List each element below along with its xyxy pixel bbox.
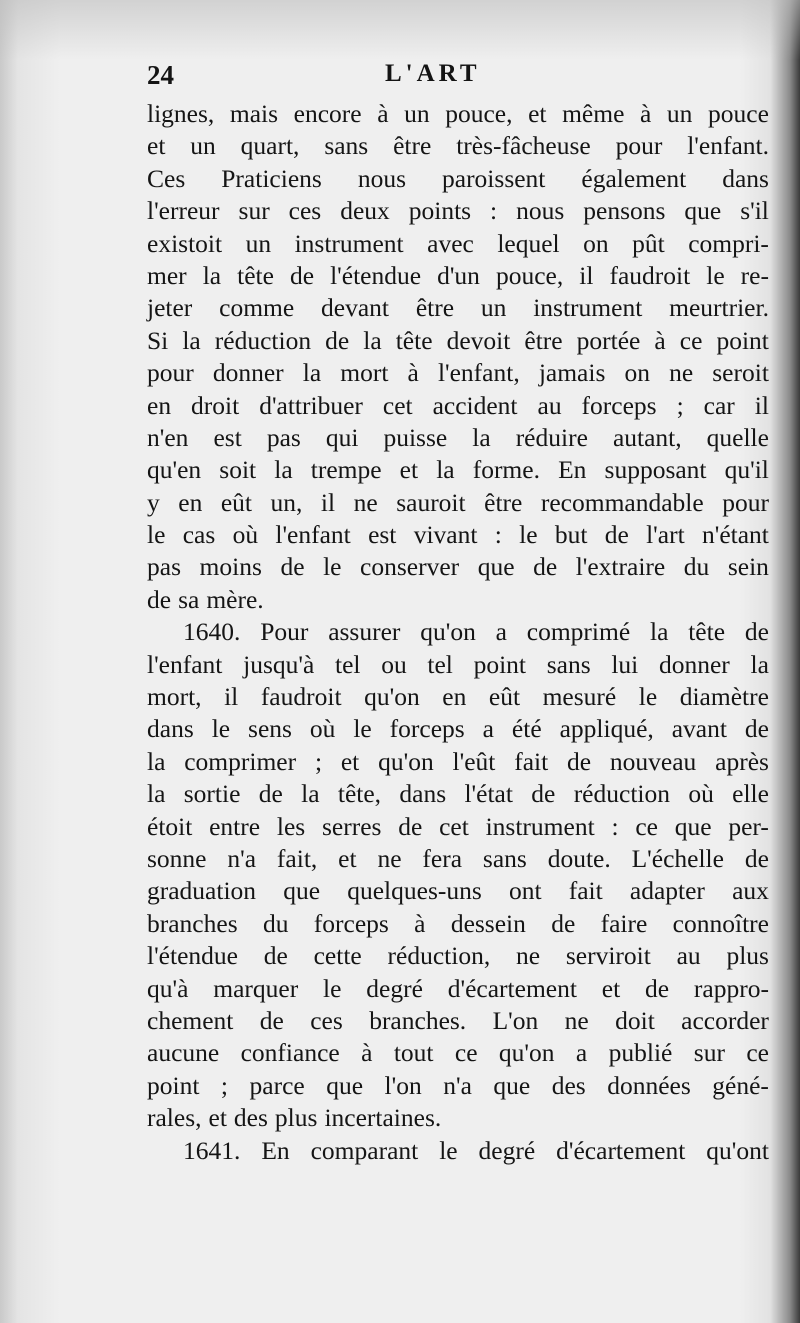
text-line: étoit entre les serres de cet instrument : ce que per- xyxy=(147,811,769,841)
text-line: qu'en soit la trempe et la forme. En supposant qu'il xyxy=(147,455,769,485)
text-line: dans le sens où le forceps a été appliqué, avant de xyxy=(147,714,769,744)
text-line: pour donner la mort à l'enfant, jamais on ne seroit xyxy=(147,358,769,388)
text-line: jeter comme devant être un instrument meurtrier. xyxy=(147,293,769,323)
text-line: rales, et des plus incertaines. xyxy=(147,1103,442,1133)
text-line: mer la tête de l'étendue d'un pouce, il faudroit le re- xyxy=(147,260,769,290)
text-line: qu'à marquer le degré d'écartement et de rappro- xyxy=(147,973,769,1003)
text-line: la sortie de la tête, dans l'état de réduction où elle xyxy=(147,779,769,809)
text-line: aucune confiance à tout ce qu'on a publié sur ce xyxy=(147,1038,769,1068)
page-number: 24 xyxy=(147,60,174,90)
text-line: 1641. En comparant le degré d'écartement qu'ont xyxy=(183,1135,769,1165)
text-line: Ces Praticiens nous paroissent également dans xyxy=(147,163,769,193)
text-line: en droit d'attribuer cet accident au forceps ; car il xyxy=(147,390,769,420)
text-line: l'enfant jusqu'à tel ou tel point sans lui donner la xyxy=(147,649,769,679)
text-line: Si la réduction de la tête devoit être portée à ce point xyxy=(147,325,769,355)
text-line: n'en est pas qui puisse la réduire autant, quelle xyxy=(147,422,769,452)
text-line: graduation que quelques-uns ont fait adapter aux xyxy=(147,876,769,906)
text-line: pas moins de le conserver que de l'extraire du sein xyxy=(147,552,769,582)
body-text xyxy=(147,98,769,1167)
text-line: sonne n'a fait, et ne fera sans doute. L'échelle de xyxy=(147,843,769,873)
text-line: l'erreur sur ces deux points : nous pensons que s'il xyxy=(147,196,769,226)
text-line: mort, il faudroit qu'on en eût mesuré le diamètre xyxy=(147,682,769,712)
text-line: 1640. Pour assurer qu'on a comprimé la tête de xyxy=(183,617,769,647)
text-line: de sa mère. xyxy=(147,584,264,614)
text-line: la comprimer ; et qu'on l'eût fait de nouveau après xyxy=(147,746,769,776)
text-line: l'étendue de cette réduction, ne serviroit au plus xyxy=(147,941,769,971)
text-line: branches du forceps à dessein de faire connoître xyxy=(147,908,769,938)
text-line: et un quart, sans être très-fâcheuse pour l'enfant. xyxy=(147,131,769,161)
text-line: point ; parce que l'on n'a que des données géné- xyxy=(147,1070,769,1100)
page-header xyxy=(147,60,759,94)
text-line: existoit un instrument avec lequel on pût compri- xyxy=(147,228,769,258)
text-line: chement de ces branches. L'on ne doit accorder xyxy=(147,1005,769,1035)
text-line: le cas où l'enfant est vivant : le but de l'art n'étant xyxy=(147,520,769,550)
running-title: L'ART xyxy=(385,60,481,87)
text-line: lignes, mais encore à un pouce, et même à un pouce xyxy=(147,99,769,128)
text-line: y en eût un, il ne sauroit être recommandable pour xyxy=(147,487,769,517)
